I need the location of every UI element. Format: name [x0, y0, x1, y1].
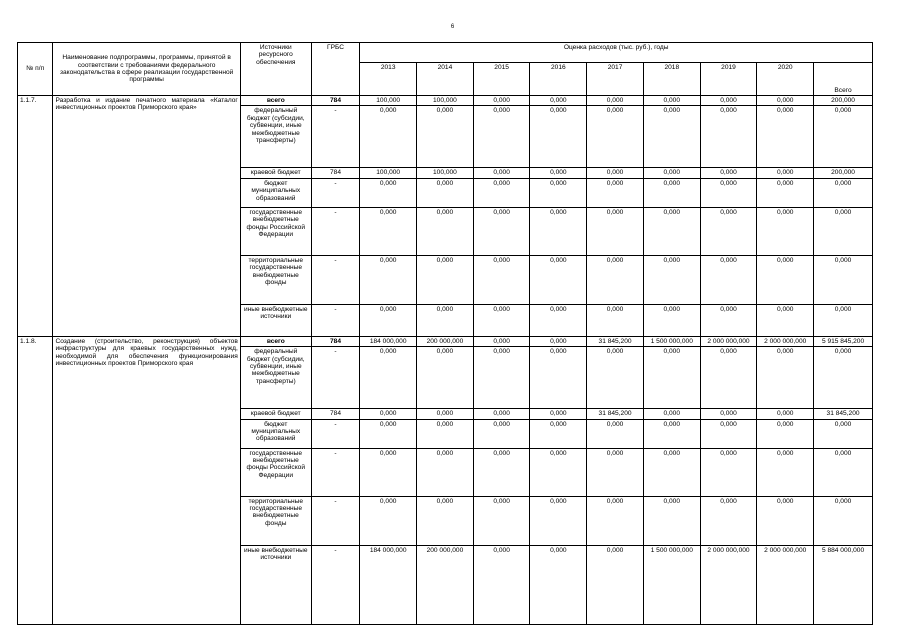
value-cell: 2 000 000,000 — [700, 336, 757, 346]
source-cell: государственные внебюджетные фонды Российской Федерации — [240, 448, 311, 496]
value-cell: 0,000 — [417, 106, 474, 168]
value-cell: 0,000 — [360, 448, 417, 496]
table-row — [18, 336, 873, 346]
value-cell: 0,000 — [757, 304, 814, 336]
total-cell: 0,000 — [814, 304, 873, 336]
value-cell: 0,000 — [587, 448, 644, 496]
value-cell: 0,000 — [757, 207, 814, 255]
value-cell: 0,000 — [700, 304, 757, 336]
value-cell: 0,000 — [757, 448, 814, 496]
value-cell: 0,000 — [643, 255, 700, 304]
grbs-cell: - — [311, 496, 360, 545]
value-cell: 0,000 — [757, 106, 814, 168]
value-cell: 0,000 — [473, 419, 530, 448]
value-cell: 0,000 — [473, 347, 530, 409]
total-cell: 0,000 — [814, 448, 873, 496]
value-cell: 0,000 — [360, 178, 417, 207]
header-year: 2020 — [757, 63, 814, 96]
header-year: 2015 — [473, 63, 530, 96]
value-cell: 2 000 000,000 — [757, 545, 814, 624]
grbs-cell: - — [311, 419, 360, 448]
value-cell: 0,000 — [473, 304, 530, 336]
value-cell: 1 500 000,000 — [643, 336, 700, 346]
value-cell: 0,000 — [587, 496, 644, 545]
total-cell: 0,000 — [814, 207, 873, 255]
grbs-cell: 784 — [311, 409, 360, 419]
header-year: 2016 — [530, 63, 587, 96]
value-cell: 0,000 — [530, 178, 587, 207]
source-cell: иные внебюджетные источники — [240, 304, 311, 336]
value-cell: 184 000,000 — [360, 336, 417, 346]
value-cell: 0,000 — [530, 336, 587, 346]
header-total: Всего — [814, 63, 873, 96]
value-cell: 0,000 — [643, 419, 700, 448]
value-cell: 0,000 — [757, 96, 814, 106]
value-cell: 0,000 — [587, 255, 644, 304]
value-cell: 0,000 — [643, 96, 700, 106]
table-row — [18, 96, 873, 106]
source-cell: всего — [240, 336, 311, 346]
value-cell: 0,000 — [530, 347, 587, 409]
item-number: 1.1.7. — [18, 96, 53, 337]
source-cell: федеральный бюджет (субсидии, субвенции, иные межбюджетные трансферты) — [240, 347, 311, 409]
value-cell: 0,000 — [587, 347, 644, 409]
value-cell: 0,000 — [473, 545, 530, 624]
value-cell: 200 000,000 — [417, 545, 474, 624]
total-cell: 0,000 — [814, 496, 873, 545]
value-cell: 0,000 — [417, 419, 474, 448]
value-cell: 0,000 — [530, 304, 587, 336]
value-cell: 0,000 — [473, 96, 530, 106]
value-cell: 0,000 — [530, 207, 587, 255]
source-cell: территориальные государственные внебюджетные фонды — [240, 496, 311, 545]
value-cell: 0,000 — [473, 336, 530, 346]
total-cell: 0,000 — [814, 255, 873, 304]
value-cell: 0,000 — [643, 304, 700, 336]
value-cell: 2 000 000,000 — [757, 336, 814, 346]
total-cell: 0,000 — [814, 106, 873, 168]
value-cell: 0,000 — [643, 409, 700, 419]
value-cell: 0,000 — [417, 347, 474, 409]
grbs-cell: 784 — [311, 96, 360, 106]
total-cell: 200,000 — [814, 168, 873, 178]
header-grbs: ГРБС — [311, 43, 360, 96]
source-cell: государственные внебюджетные фонды Российской Федерации — [240, 207, 311, 255]
header-year: 2018 — [643, 63, 700, 96]
total-cell: 5 915 845,200 — [814, 336, 873, 346]
value-cell: 0,000 — [530, 496, 587, 545]
source-cell: краевой бюджет — [240, 168, 311, 178]
grbs-cell: - — [311, 255, 360, 304]
grbs-cell: - — [311, 178, 360, 207]
value-cell: 0,000 — [643, 106, 700, 168]
value-cell: 0,000 — [360, 255, 417, 304]
budget-table — [17, 42, 873, 625]
value-cell: 0,000 — [530, 96, 587, 106]
value-cell: 0,000 — [473, 496, 530, 545]
source-cell: иные внебюджетные источники — [240, 545, 311, 624]
header-source: Источники ресурсного обеспечения — [240, 43, 311, 96]
value-cell: 0,000 — [530, 168, 587, 178]
grbs-cell: 784 — [311, 168, 360, 178]
item-name: Разработка и издание печатного материала «Каталог инвестиционных проектов Приморского края» — [53, 96, 240, 337]
value-cell: 0,000 — [757, 255, 814, 304]
value-cell: 0,000 — [417, 409, 474, 419]
value-cell: 0,000 — [417, 207, 474, 255]
value-cell: 0,000 — [757, 178, 814, 207]
header-row-1 — [18, 43, 873, 63]
value-cell: 100,000 — [360, 96, 417, 106]
source-cell: бюджет муниципальных образований — [240, 419, 311, 448]
value-cell: 31 845,200 — [587, 336, 644, 346]
header-year: 2019 — [700, 63, 757, 96]
value-cell: 0,000 — [757, 496, 814, 545]
header-no: № п/п — [18, 43, 53, 96]
header-year: 2013 — [360, 63, 417, 96]
value-cell: 184 000,000 — [360, 545, 417, 624]
value-cell: 0,000 — [587, 178, 644, 207]
total-cell: 31 845,200 — [814, 409, 873, 419]
value-cell: 100,000 — [360, 168, 417, 178]
value-cell: 0,000 — [417, 178, 474, 207]
value-cell: 0,000 — [700, 347, 757, 409]
value-cell: 0,000 — [700, 448, 757, 496]
grbs-cell: - — [311, 207, 360, 255]
value-cell: 0,000 — [360, 409, 417, 419]
page-number: 6 — [450, 24, 455, 30]
value-cell: 0,000 — [700, 409, 757, 419]
value-cell: 0,000 — [700, 96, 757, 106]
total-cell: 0,000 — [814, 347, 873, 409]
value-cell: 0,000 — [530, 545, 587, 624]
value-cell: 0,000 — [360, 106, 417, 168]
total-cell: 200,000 — [814, 96, 873, 106]
value-cell: 0,000 — [417, 496, 474, 545]
value-cell: 0,000 — [700, 255, 757, 304]
value-cell: 0,000 — [473, 178, 530, 207]
value-cell: 0,000 — [530, 409, 587, 419]
item-name: Создание (строительство, реконструкция) объектов инфраструктуры для краевых государственных нужд, необходимой для обеспечения функционирования инвестиционных проектов Приморского края — [53, 336, 240, 624]
source-cell: краевой бюджет — [240, 409, 311, 419]
value-cell: 0,000 — [700, 496, 757, 545]
value-cell: 0,000 — [643, 448, 700, 496]
value-cell: 0,000 — [587, 168, 644, 178]
value-cell: 0,000 — [643, 207, 700, 255]
value-cell: 0,000 — [530, 255, 587, 304]
value-cell: 0,000 — [643, 178, 700, 207]
grbs-cell: - — [311, 545, 360, 624]
value-cell: 0,000 — [473, 255, 530, 304]
total-cell: 5 884 000,000 — [814, 545, 873, 624]
value-cell: 1 500 000,000 — [643, 545, 700, 624]
value-cell: 0,000 — [417, 304, 474, 336]
value-cell: 0,000 — [360, 496, 417, 545]
value-cell: 2 000 000,000 — [700, 545, 757, 624]
value-cell: 0,000 — [360, 304, 417, 336]
value-cell: 100,000 — [417, 168, 474, 178]
value-cell: 0,000 — [700, 419, 757, 448]
value-cell: 0,000 — [360, 347, 417, 409]
header-year: 2014 — [417, 63, 474, 96]
value-cell: 0,000 — [587, 419, 644, 448]
value-cell: 0,000 — [530, 106, 587, 168]
value-cell: 200 000,000 — [417, 336, 474, 346]
value-cell: 0,000 — [530, 448, 587, 496]
grbs-cell: - — [311, 106, 360, 168]
source-cell: всего — [240, 96, 311, 106]
value-cell: 0,000 — [417, 255, 474, 304]
value-cell: 0,000 — [757, 347, 814, 409]
value-cell: 31 845,200 — [587, 409, 644, 419]
value-cell: 0,000 — [417, 448, 474, 496]
source-cell: территориальные государственные внебюджетные фонды — [240, 255, 311, 304]
value-cell: 0,000 — [587, 304, 644, 336]
value-cell: 0,000 — [530, 419, 587, 448]
grbs-cell: - — [311, 448, 360, 496]
value-cell: 0,000 — [643, 168, 700, 178]
value-cell: 0,000 — [360, 419, 417, 448]
value-cell: 0,000 — [700, 106, 757, 168]
source-cell: федеральный бюджет (субсидии, субвенции, иные межбюджетные трансферты) — [240, 106, 311, 168]
grbs-cell: - — [311, 304, 360, 336]
value-cell: 100,000 — [417, 96, 474, 106]
value-cell: 0,000 — [757, 168, 814, 178]
value-cell: 0,000 — [700, 168, 757, 178]
value-cell: 0,000 — [587, 545, 644, 624]
value-cell: 0,000 — [473, 448, 530, 496]
grbs-cell: 784 — [311, 336, 360, 346]
value-cell: 0,000 — [473, 207, 530, 255]
value-cell: 0,000 — [473, 409, 530, 419]
value-cell: 0,000 — [700, 178, 757, 207]
grbs-cell: - — [311, 347, 360, 409]
value-cell: 0,000 — [757, 419, 814, 448]
value-cell: 0,000 — [587, 96, 644, 106]
value-cell: 0,000 — [643, 347, 700, 409]
total-cell: 0,000 — [814, 419, 873, 448]
value-cell: 0,000 — [587, 207, 644, 255]
header-year: 2017 — [587, 63, 644, 96]
value-cell: 0,000 — [700, 207, 757, 255]
header-estimate: Оценка расходов (тыс. руб.), годы — [360, 43, 873, 63]
source-cell: бюджет муниципальных образований — [240, 178, 311, 207]
value-cell: 0,000 — [473, 168, 530, 178]
item-number: 1.1.8. — [18, 336, 53, 624]
value-cell: 0,000 — [757, 409, 814, 419]
value-cell: 0,000 — [587, 106, 644, 168]
total-cell: 0,000 — [814, 178, 873, 207]
value-cell: 0,000 — [360, 207, 417, 255]
value-cell: 0,000 — [643, 496, 700, 545]
value-cell: 0,000 — [473, 106, 530, 168]
header-name: Наименование подпрограммы, программы, принятой в соответствии с требованиями федерального законодательства в сфере реализации государственной программы — [53, 43, 240, 96]
